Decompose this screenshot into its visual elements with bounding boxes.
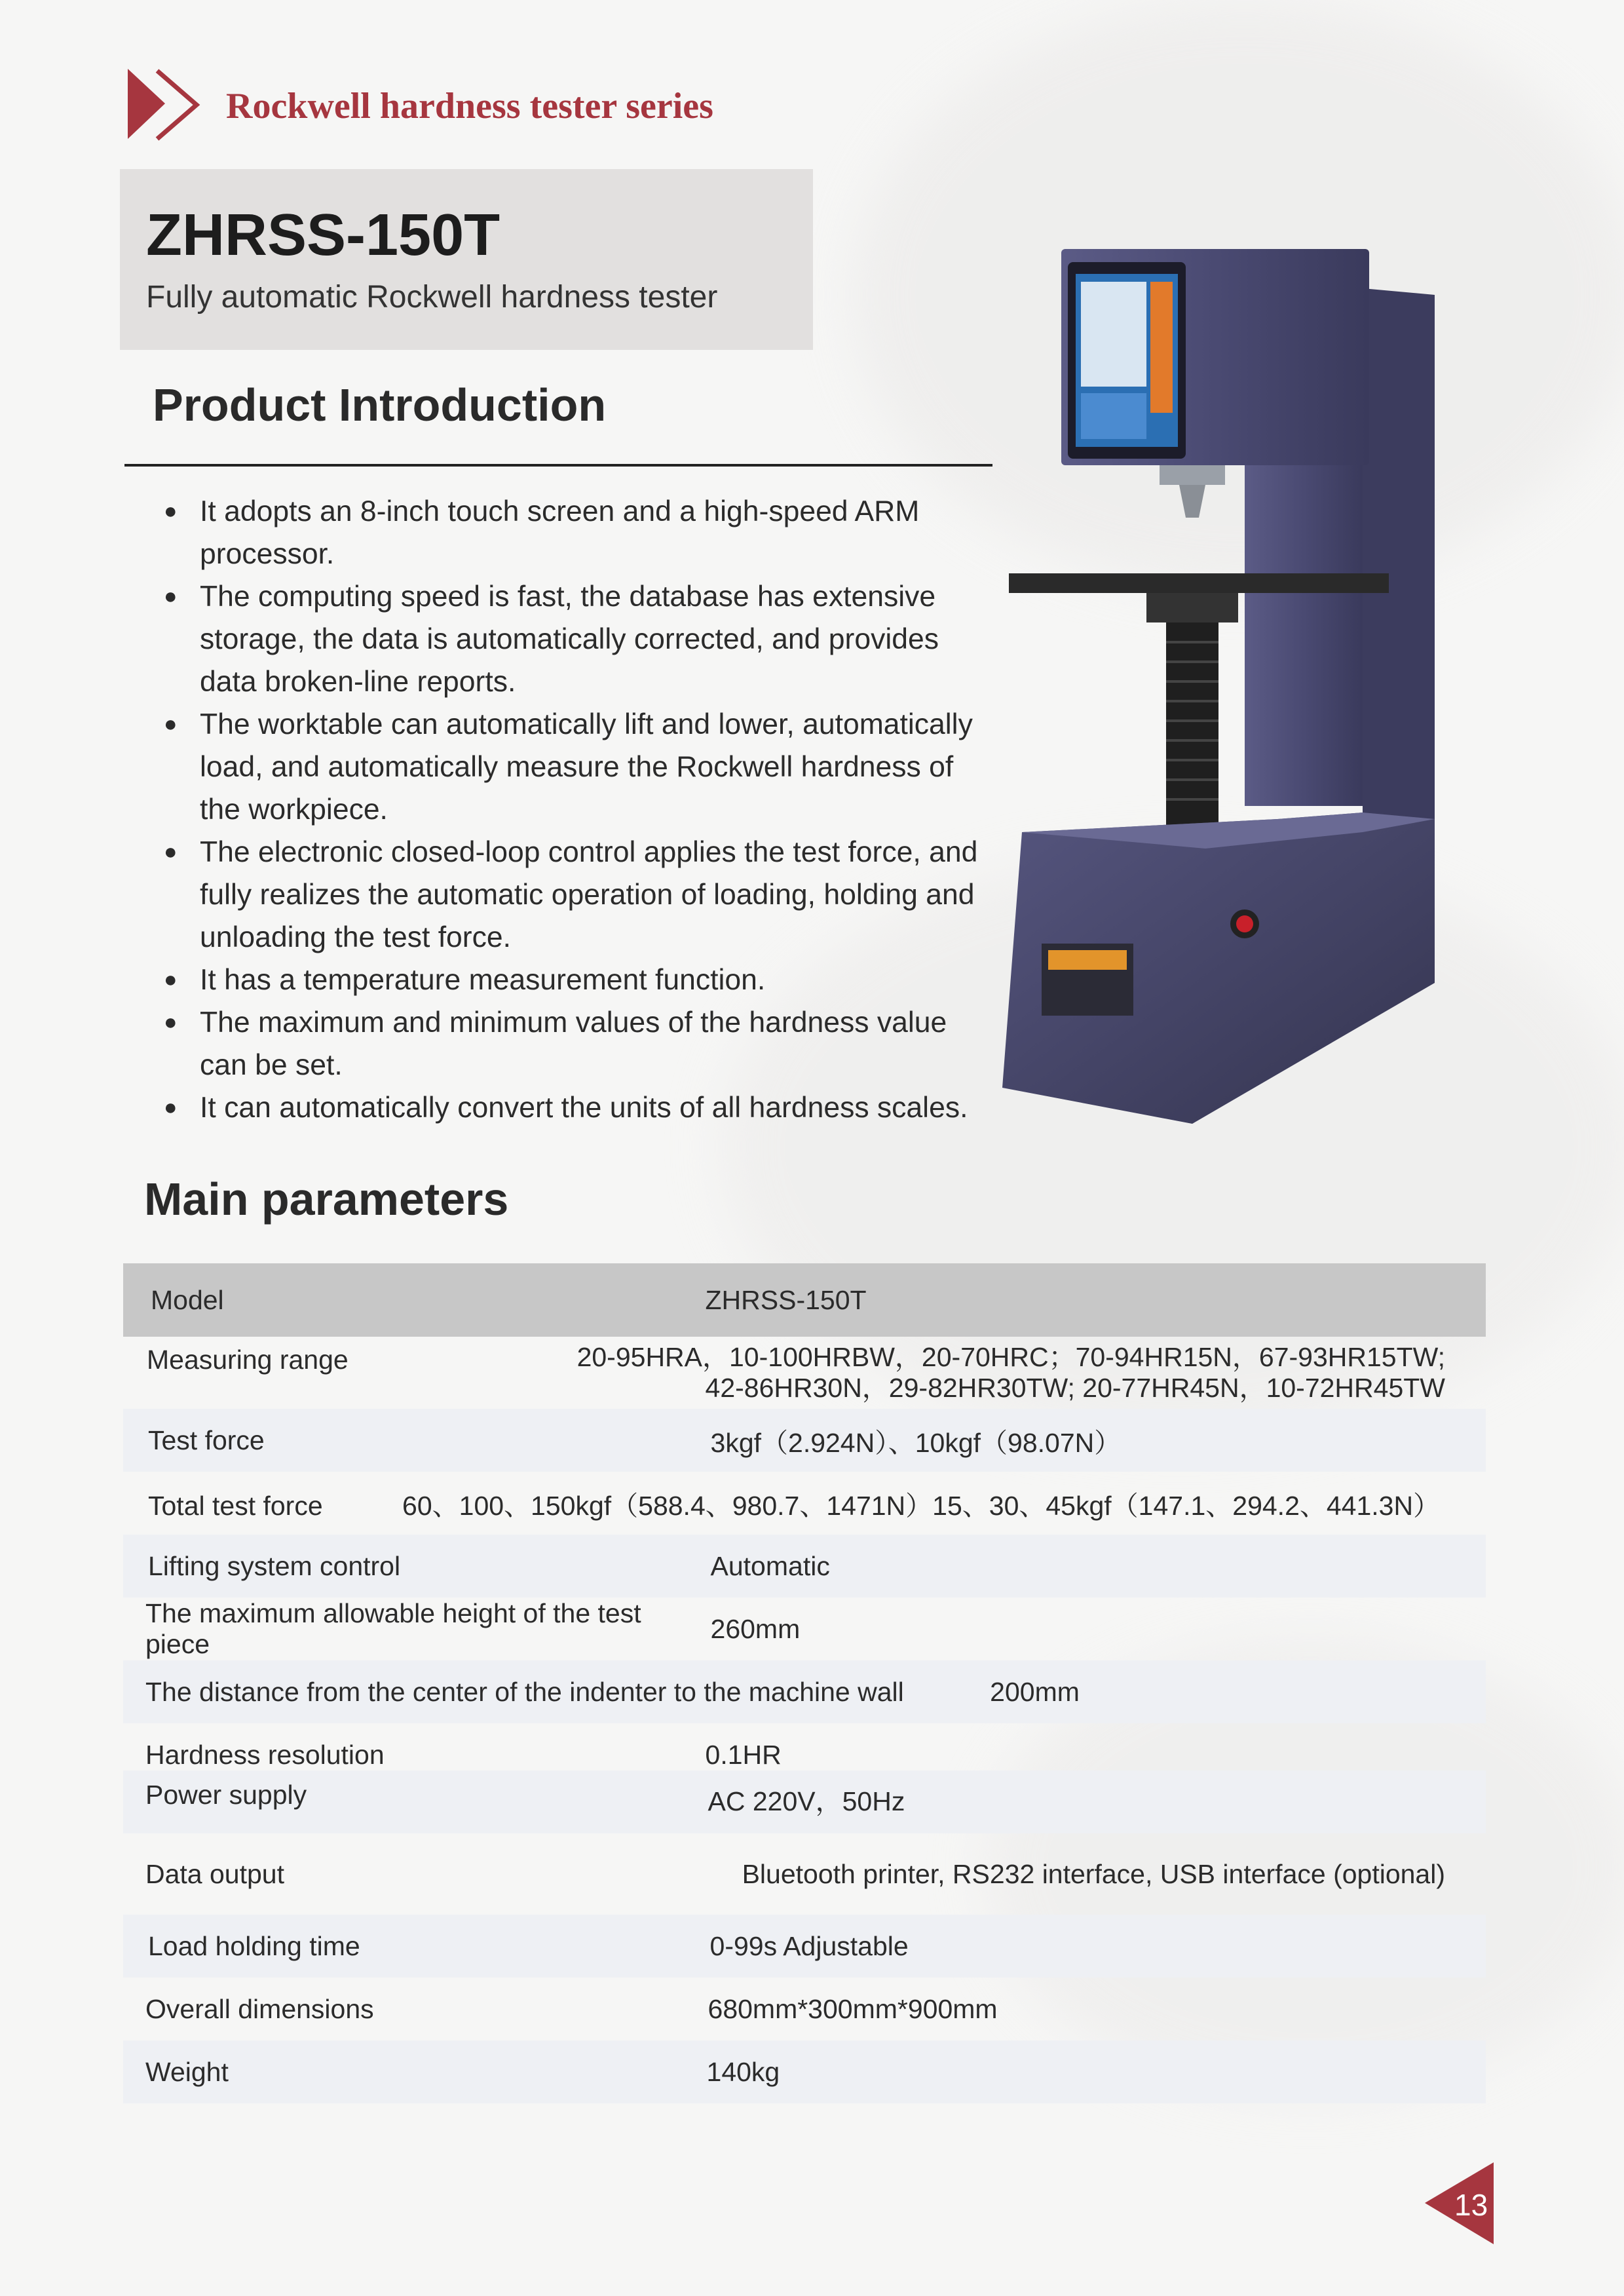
bullet-icon: ●: [164, 584, 178, 609]
product-introduction-heading: Product Introduction: [153, 379, 607, 430]
row-label: Overall dimensions: [145, 1993, 374, 2024]
table-row: [123, 1535, 1486, 1598]
table-row: [123, 1472, 1486, 1535]
row-value: 260mm: [710, 1613, 801, 1644]
double-chevron-icon: [124, 66, 210, 144]
row-full: [123, 1472, 1486, 1535]
intro-bullet: ● It adopts an 8-inch touch screen and a high-speed ARM processor.: [156, 490, 1001, 575]
page-number: 13: [1454, 2188, 1488, 2222]
intro-bullet: ● The computing speed is fast, the database has extensive storage, the data is automatically corrected, and provides data broken-line reports.: [156, 575, 1001, 703]
table-row: [123, 1598, 1486, 1660]
table-row: [123, 1337, 1486, 1409]
main-parameters-heading: Main parameters: [144, 1174, 509, 1225]
intro-bullet: ● The electronic closed-loop control applies the test force, and fully realizes the automatic operation of loading, holding and unloading the test force.: [156, 831, 1001, 959]
table-row: [123, 1978, 1486, 2040]
row-full: [123, 1660, 1486, 1723]
row-label: Total test force: [148, 1490, 323, 1521]
product-title-box: [120, 169, 813, 350]
table-header-row: [123, 1263, 1486, 1337]
table-row: [123, 1833, 1486, 1915]
header-model-label: Model: [151, 1284, 224, 1315]
row-label: Measuring range: [147, 1345, 349, 1375]
product-model-title: ZHRSS-150T: [146, 202, 500, 268]
row-value: Bluetooth printer, RS232 interface, USB interface (optional): [742, 1858, 1445, 1889]
row-value: AC 220V，50Hz: [708, 1786, 905, 1816]
bullet-icon: ●: [164, 967, 178, 992]
product-subtitle: Fully automatic Rockwell hardness tester: [146, 280, 718, 315]
bullet-icon: ●: [164, 712, 178, 737]
row-value: 0.1HR: [705, 1740, 782, 1770]
intro-bullet: ● The worktable can automatically lift and lower, automatically load, and automatically measure the Rockwell hardness of the workpiece.: [156, 703, 1001, 831]
row-value: 200mm: [990, 1676, 1080, 1707]
table-row: [123, 1409, 1486, 1472]
row-label: Load holding time: [148, 1930, 360, 1961]
table-row: [123, 1723, 1486, 1770]
row-value: 680mm*300mm*900mm: [708, 1993, 998, 2024]
row-label: Lifting system control: [148, 1550, 401, 1581]
row-value: Automatic: [710, 1550, 830, 1581]
parameters-table: [123, 1263, 1486, 2103]
bullet-icon: ●: [164, 1095, 178, 1120]
intro-bullet-list: [156, 490, 1001, 1129]
row-label: Test force: [148, 1425, 265, 1455]
table-row: [123, 2040, 1486, 2103]
row-label: Data output: [145, 1858, 284, 1889]
intro-bullet: ● It has a temperature measurement function.: [156, 959, 1001, 1001]
bullet-icon: ●: [164, 499, 178, 524]
hardness-tester-image: [996, 242, 1454, 1134]
heading-divider: [124, 464, 992, 467]
bullet-icon: ●: [164, 1010, 178, 1035]
row-label: Hardness resolution: [145, 1740, 385, 1770]
intro-bullet: ● It can automatically convert the units of all hardness scales.: [156, 1086, 1001, 1129]
header-model-value: ZHRSS-150T: [705, 1284, 867, 1315]
row-value: 20-95HRA，10-100HRBW，20-70HRC；70-94HR15N，67-93HR15TW; 42-86HR30N，29-82HR30TW; 20-77HR45N，10-72HR45TW: [576, 1342, 1445, 1403]
series-title: Rockwell hardness tester series: [226, 86, 713, 126]
row-value: 140kg: [706, 2056, 780, 2087]
row-label: The maximum allowable height of the test piece: [145, 1598, 641, 1659]
row-label: Weight: [145, 2056, 229, 2087]
row-label: Power supply: [145, 1780, 307, 1810]
row-label: The distance from the center of the indenter to the machine wall: [145, 1676, 904, 1707]
row-value: 3kgf（2.924N）、10kgf（98.07N）: [710, 1427, 1122, 1458]
row-value: 60、100、150kgf（588.4、980.7、1471N）15、30、45kgf（147.1、294.2、441.3N）: [402, 1490, 1441, 1521]
table-row: [123, 1660, 1486, 1723]
table-row: [123, 1915, 1486, 1978]
table-row: [123, 1770, 1486, 1833]
intro-bullet: ● The maximum and minimum values of the hardness value can be set.: [156, 1001, 1001, 1086]
bullet-icon: ●: [164, 839, 178, 864]
row-value: 0-99s Adjustable: [709, 1930, 909, 1961]
